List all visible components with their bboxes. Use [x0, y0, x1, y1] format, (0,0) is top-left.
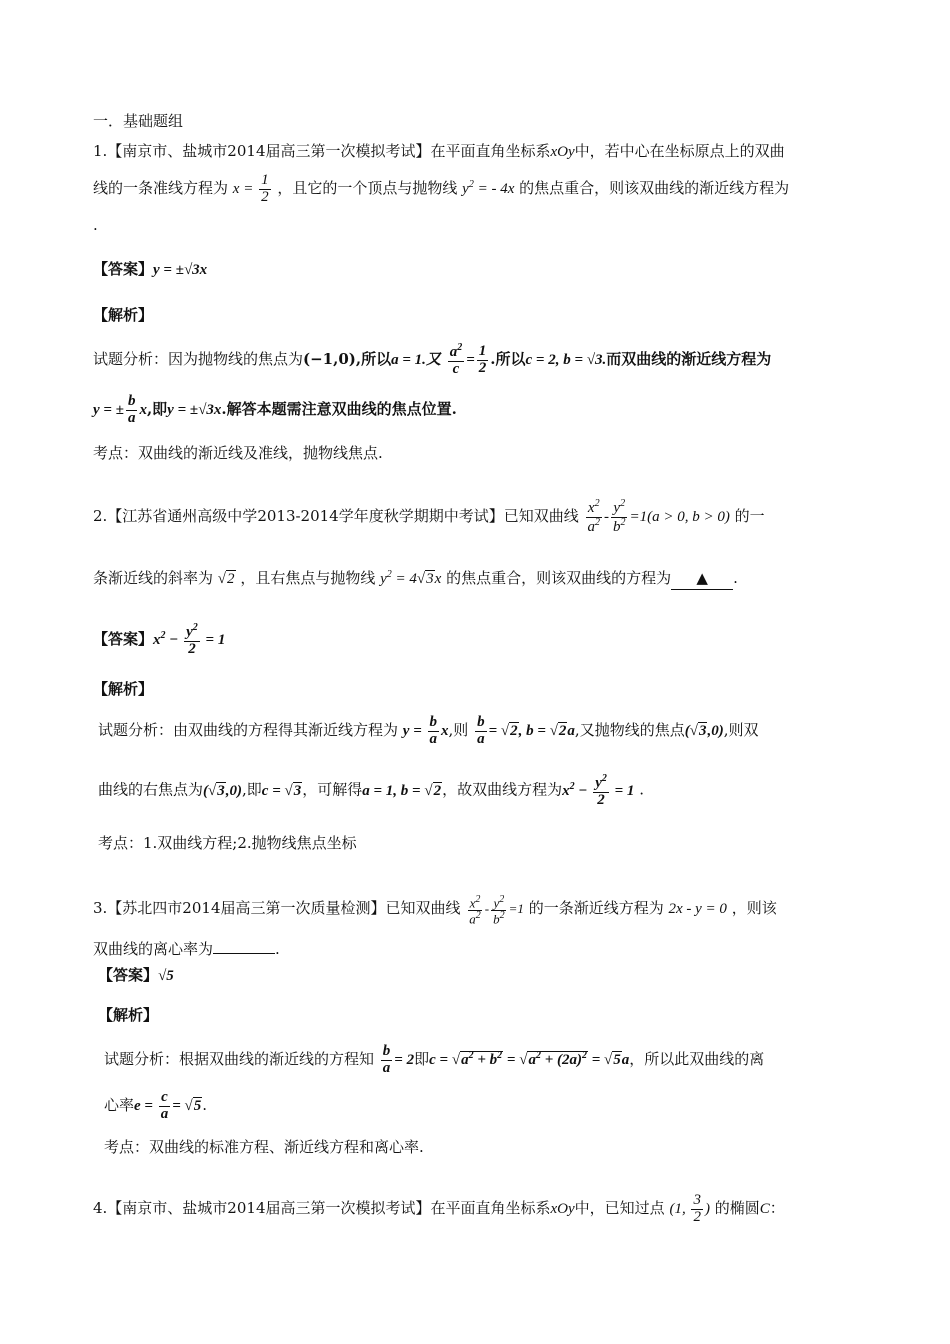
q2-answer-blank — [671, 567, 733, 590]
q3-answer-blank — [213, 953, 275, 954]
q1-answer: 【答案】y = ±√3x — [93, 260, 208, 278]
q1-line-2: 线的一条准线方程为 x = $\frac{1}{2}$ ，且它的一个顶点与抛物线 $y^2$ = - 4x 的焦点重合，则该双曲线的渐近线方程为 — [93, 172, 790, 206]
q1-analysis-fraction: $\frac{a^2}{c}$ — [449, 341, 463, 377]
q2-slope: √2 — [217, 571, 235, 587]
q1-coord-system: xOy — [550, 144, 575, 160]
q3-analysis-label: 【解析】 — [98, 1006, 159, 1024]
q2-answer: 【答案】$x^2$ − $\frac{y^2}{2}$ = 1 — [93, 622, 226, 658]
q3-analysis-line-2: 心率e = $\frac{c}{a}$ = √5. — [104, 1089, 208, 1123]
q1-asymptote-general: y = ± $\frac{b}{a}$ x — [93, 393, 147, 427]
q1-line-1: 1.【南京市、盐城市2014届高三第一次模拟考试】在平面直角坐标系xOy中，若中心在坐标原点上的双曲 — [93, 142, 785, 160]
q3-analysis-line-1: 试题分析：根据双曲线的渐近线的方程知 $\frac{b}{a}$ = 2即$c = √a^2 + b^2 = √a^2 + (2a)^2 = √5a$，所以此双曲线的离 — [104, 1043, 765, 1077]
q3-kaodian: 考点：双曲线的标准方程、渐近线方程和离心率. — [104, 1138, 424, 1156]
q1-kaodian: 考点：双曲线的渐近线及准线，抛物线焦点. — [93, 444, 383, 462]
q2-analysis-line-1: 试题分析：由双曲线的方程得其渐近线方程为 y = $\frac{b}{a}$ x,则 $\frac{b}{a}$ = √2, b = √2a,又抛物线的焦点(√3,0),则双 — [98, 714, 759, 748]
q1-answer-blank-line: . — [93, 216, 98, 234]
q1-analysis-line-2: y = ± $\frac{b}{a}$ x,即y = ±√3x.解答本题需注意双曲线的焦点位置. — [93, 393, 457, 427]
q1-directrix-eq: x = $\frac{1}{2}$ — [232, 172, 269, 206]
q2-analysis-label: 【解析】 — [93, 680, 154, 698]
q3-answer: 【答案】√5 — [98, 966, 174, 984]
q4-ellipse-name: C — [759, 1201, 770, 1217]
q3-answer-value: √5 — [158, 968, 174, 984]
q3-line-1: 3.【苏北四市2014届高三第一次质量检测】已知双曲线 $\frac{x^2}{a^2}$ - $\frac{y^2}{b^2}$ =1 的一条渐近线方程为 2x - y = 0 ，则该 — [93, 893, 777, 926]
q2-parabola-eq: $y^2 = 4√3x$ — [380, 569, 442, 587]
q1-parabola-eq: $y^2$ = - 4x — [462, 179, 515, 197]
q2-line-1: 2.【江苏省通州高级中学2013-2014学年度秋学期期中考试】已知双曲线 $\frac{x^2}{a^2}$ - $\frac{y^2}{b^2}$ =1(a > 0, b > 0) 的一 — [93, 498, 765, 536]
q3-line-2: 双曲线的离心率为 . — [93, 940, 280, 958]
q2-line-2: 条渐近线的斜率为 √2 ，且右焦点与抛物线 $y^2 = 4√3x$ 的焦点重合，则该双曲线的方程为 ▲ . — [93, 564, 738, 590]
q1-answer-value: y = ±√3x — [153, 262, 208, 278]
q2-hyperbola-eq: $\frac{x^2}{a^2}$ - $\frac{y^2}{b^2}$ =1(a > 0, b > 0) — [587, 498, 730, 536]
section-title: 一．基础题组 — [93, 112, 184, 130]
triangle-icon: ▲ — [696, 569, 708, 587]
q2-answer-value: $x^2$ − $\frac{y^2}{2}$ = 1 — [153, 622, 226, 658]
q2-kaodian: 考点：1.双曲线方程;2.抛物线焦点坐标 — [98, 834, 357, 852]
q2-analysis-line-2: 曲线的右焦点为(√3,0),即c = √3，可解得a = 1, b = √2，故双曲线方程为$x^2$ − $\frac{y^2}{2}$ = 1 . — [98, 773, 644, 808]
q1-analysis-line-1: 试题分析：因为抛物线的焦点为(−1,0),所以a = 1.又 $\frac{a^2}{c}$ = $\frac{1}{2}$ .所以c = 2, b = √3.而双曲线的渐近线方程为 — [93, 341, 772, 377]
q1-analysis-label: 【解析】 — [93, 306, 154, 324]
q4-coord-system: xOy — [550, 1201, 575, 1217]
q4-line-1: 4.【南京市、盐城市2014届高三第一次模拟考试】在平面直角坐标系xOy中，已知过点 (1, $\frac{3}{2}$ ) 的椭圆C： — [93, 1192, 785, 1226]
q4-point: (1, $\frac{3}{2}$ ) — [669, 1192, 710, 1226]
q3-hyperbola-eq: $\frac{x^2}{a^2}$ - $\frac{y^2}{b^2}$ =1 — [469, 893, 524, 926]
q3-asymptote-eq: 2x - y = 0 — [668, 901, 727, 917]
